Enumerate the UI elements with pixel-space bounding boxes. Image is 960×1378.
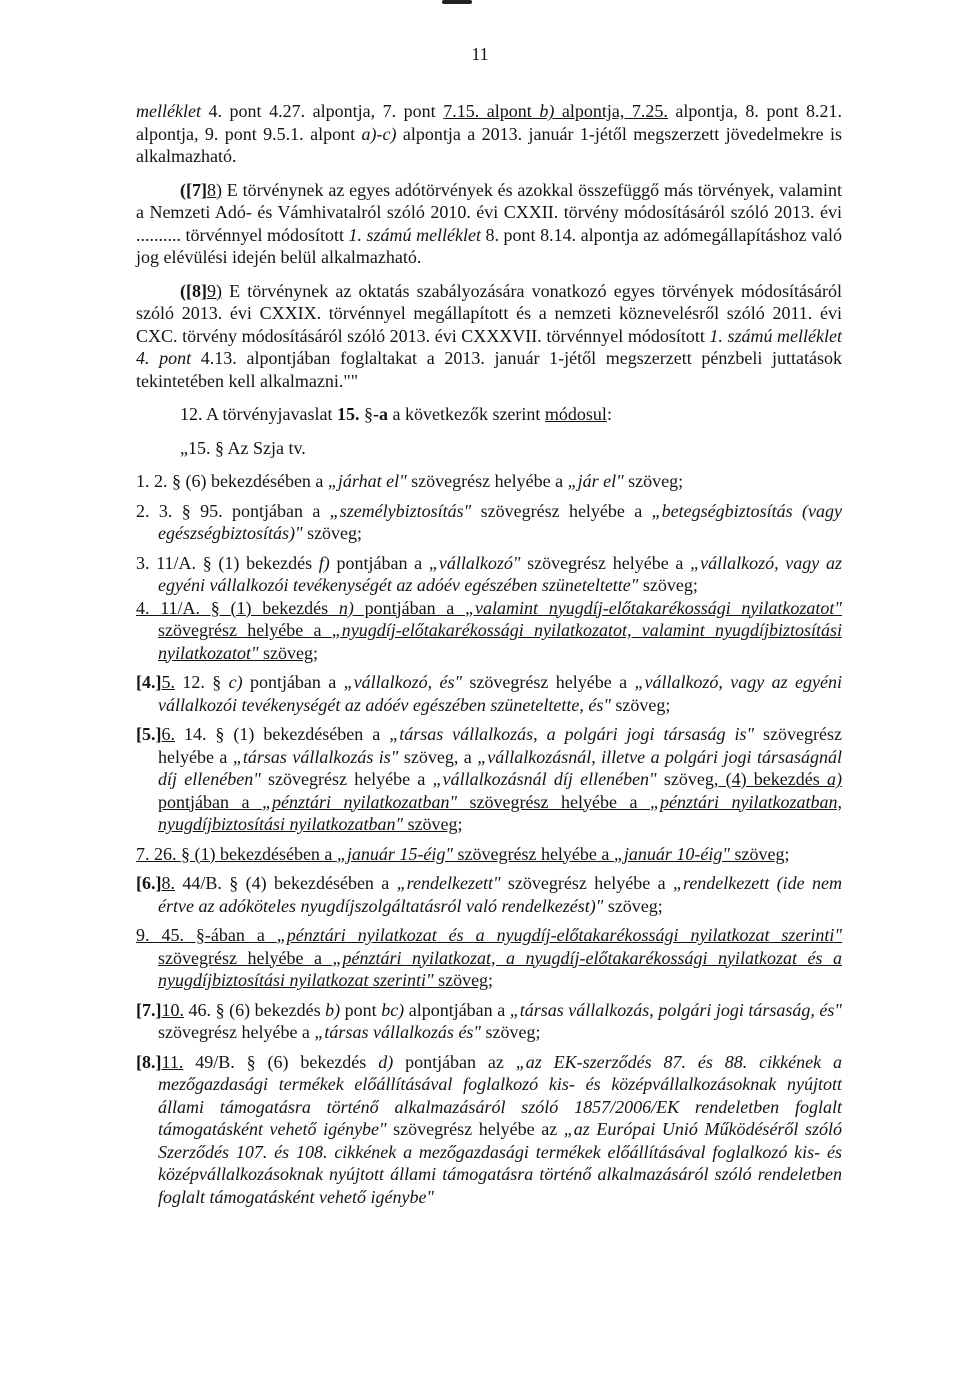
list-item-9-inserted: 9. 45. §-ában a „pénztári nyilatkozat és a nyugdíj-előtakarékossági nyilatkozat szerinti" szövegrész helyébe a „pénztári nyilatkozat, a nyugdíj-előtakarékossági nyilatkozat és a nyugdíjbiztosítási nyilatkozat szerinti" szöveg; — [136, 925, 842, 990]
list-item-6: [5.]6. 14. § (1) bekezdésében a „társas vállalkozás, a polgári jogi társaság is" szövegrész helyébe a „társas vállalkozás is" szöveg, a „vállalkozásnál, illetve a polgári jogi társaságnál díj ellenében" szövegrész helyébe a „vállalkozásnál díj ellenében" szöveg, (4) bekezdés a) pontjában a „pénztári nyilatkozatban" szövegrész helyébe a „pénztári nyilatkozatban, nyugdíjbiztosítási nyilatkozatban" szöveg; — [136, 724, 843, 834]
scan-artifact — [442, 0, 472, 4]
document-body — [136, 100, 842, 1208]
list-item-2: 2. 3. § 95. pontjában a „személybiztosítás" szövegrész helyébe a „betegségbiztosítás (vagy egészségbiztosítás)" szöveg; — [136, 500, 842, 543]
list-item-11: [8.]11. 49/B. § (6) bekezdés d) pontjában az „az EK-szerződés 87. és 88. cikkének a mezőgazdasági termékek előállításával foglalkozó kis- és középvállalkozásoknak nyújtott állami támogatásra történő alkalmazásáról szóló 1857/2006/EK rendeletben foglalt támogatásként vehető igénybe" szövegrész helyébe az „az Európai Unió Működéséről szóló Szerződés 107. és 108. cikkének a mezőgazdasági termékek előállításával foglalkozó kis- és középvállalkozásoknak nyújtott állami támogatásra történő alkalmazásáról szóló rendeletben foglalt támogatásként vehető igénybe" — [136, 1051, 843, 1207]
page-number: 11 — [471, 44, 489, 64]
paragraph-subsection-8: ([7]8) E törvénynek az egyes adótörvények és azokkal összefüggő más törvények, valamint a Nemzeti Adó- és Vámhivatalról szóló 2010. évi CXXII. törvény módosításáról szóló 2013. évi .......... törvénnyel módosított 1. számú melléklet 8. pont 8.14. alpontja az adómegállapításhoz való jog elévülési idején belül alkalmazható. — [136, 179, 843, 267]
paragraph-amendment-heading: 12. A törvényjavaslat 15. §-a a következők szerint módosul: — [180, 404, 612, 424]
list-item-8: [6.]8. 44/B. § (4) bekezdésében a „rendelkezett" szövegrész helyébe a „rendelkezett (ide nem értve az adóköteles nyugdíjszolgáltatásról való rendelkezést)" szöveg; — [136, 873, 842, 916]
paragraph-subsection-9: ([8]9) E törvénynek az oktatás szabályozására vonatkozó egyes törvények módosításáról szóló 2013. évi CXXIX. törvénnyel megállapított és a nemzeti köznevelésről szóló 2011. évi CXC. törvény módosításáról szóló 2013. évi CXXXVII. törvénnyel módosított 1. számú melléklet 4. pont 4.13. alpontjában foglaltakat a 2013. január 1-jétől megszerzett pénzbeli juttatások tekintetében kell alkalmazni."" — [136, 280, 842, 391]
paragraph-effective-date: melléklet 4. pont 4.27. alpontja, 7. pont 7.15. alpont b) alpontja, 7.25. alpontja, 8. pont 8.21. alpontja, 9. pont 9.5.1. alpont a)-c) alpontja a 2013. január 1-jétől megszerzett jövedelmekre is alkalmazható. — [136, 101, 843, 166]
list-item-4-inserted: 4. 11/A. § (1) bekezdés n) pontjában a „valamint nyugdíj-előtakarékossági nyilatkozatot" szövegrész helyébe a „nyugdíj-előtakarékossági nyilatkozatot, valamint nyugdíjbiztosítási nyilatkozatot" szöveg; — [136, 597, 843, 663]
list-item-7-inserted: 7. 26. § (1) bekezdésében a „január 15-éig" szövegrész helyébe a „január 10-éig" szöveg; — [136, 843, 790, 864]
list-item-10: [7.]10. 46. § (6) bekezdés b) pont bc) alpontjában a „társas vállalkozás, polgári jogi társaság, és" szövegrész helyébe a „társas vállalkozás és" szöveg; — [136, 999, 842, 1042]
list-item-1: 1. 2. § (6) bekezdésében a „járhat el" szövegrész helyébe a „jár el" szöveg; — [136, 471, 684, 491]
list-item-5: [4.]5. 12. § c) pontjában a „vállalkozó, és" szövegrész helyébe a „vállalkozó, vagy az egyéni vállalkozói tevékenységét az adóév egészében szüneteltette, és" szöveg; — [136, 672, 842, 715]
paragraph-section-15: „15. § Az Szja tv. — [180, 437, 306, 458]
list-item-3: 3. 11/A. § (1) bekezdés f) pontjában a „vállalkozó" szövegrész helyébe a „vállalkozó, vagy az egyéni vállalkozói tevékenységét az adóév egészében szüneteltette" szöveg; — [136, 552, 842, 595]
